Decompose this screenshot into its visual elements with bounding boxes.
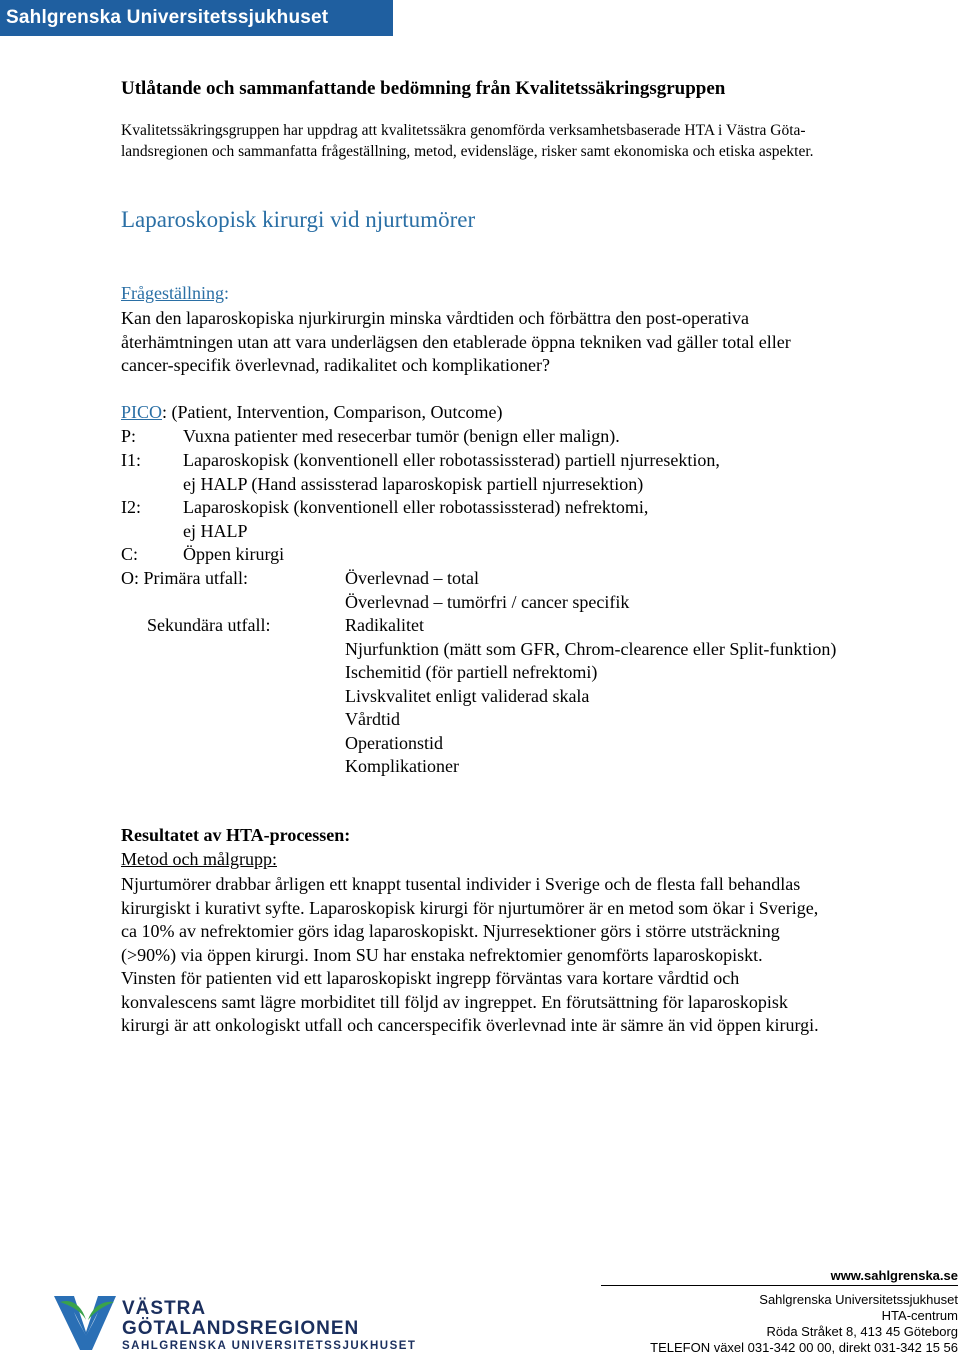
question-label-colon: : — [223, 283, 229, 303]
primary-outcomes — [345, 567, 629, 614]
pico-o-key: O: Primära utfall: — [121, 568, 248, 588]
secondary-outcome-item: Komplikationer — [345, 756, 459, 776]
primary-outcome-item: Överlevnad – tumörfri / cancer specifik — [345, 591, 630, 612]
question-label-row — [121, 283, 229, 304]
method-line: Vinsten för patienten vid ett laparoskopiskt ingrepp förväntas vara kortare vårdtid och — [121, 968, 740, 988]
question-line: återhämtningen utan att vara underlägsen den etablerade öppna tekniken vad gäller total eller — [121, 331, 791, 352]
method-line: Njurtumörer drabbar årligen ett knappt tusental individer i Sverige och de flesta fall behandlas — [121, 874, 801, 894]
pico-i1-key: I1: — [121, 450, 141, 470]
primary-outcome-item: Överlevnad – total — [345, 568, 479, 588]
pico-p-key: P: — [121, 426, 137, 446]
pico-i2-line: ej HALP — [183, 520, 248, 541]
secondary-outcome-item: Njurfunktion (mätt som GFR, Chrom-clearence eller Split-funktion) — [345, 638, 837, 659]
pico-i1-line: ej HALP (Hand assissterad laparoskopisk partiell njurresektion) — [183, 473, 644, 494]
logo-line-3: SAHLGRENSKA UNIVERSITETSSJUKHUSET — [122, 1340, 417, 1352]
footer-line: Röda Stråket 8, 413 45 Göteborg — [766, 1324, 958, 1339]
secondary-outcome-item: Ischemitid (för partiell nefrektomi) — [345, 662, 598, 682]
secondary-outcome-item: Livskvalitet enligt validerad skala — [345, 685, 590, 706]
pico-i2-line: Laparoskopisk (konventionell eller robotassissterad) nefrektomi, — [183, 497, 649, 517]
footer-contact — [650, 1292, 958, 1356]
results-heading: Resultatet av HTA-processen: — [121, 825, 351, 845]
question-line: cancer-specifik överlevnad, radikalitet och komplikationer? — [121, 355, 550, 375]
intro-line: landsregionen och sammanfatta frågeställning, metod, evidensläge, risker samt ekonomiska och etiska aspekter. — [121, 143, 814, 160]
method-line: kirurgi är att onkologiskt utfall och cancerspecifik överlevnad inte är sämre än vid öppen kirurgi. — [121, 1015, 819, 1035]
footer-line: HTA-centrum — [881, 1308, 958, 1323]
question-text — [121, 307, 911, 378]
pico-i1-line: Laparoskopisk (konventionell eller robotassissterad) partiell njurresektion, — [183, 450, 720, 470]
question-line: Kan den laparoskopiska njurkirurgin minska vårdtiden och förbättra den post-operativa — [121, 308, 749, 328]
secondary-outcome-item: Operationstid — [345, 732, 443, 753]
header-banner — [0, 0, 393, 36]
logo-line-1: VÄSTRA — [122, 1298, 207, 1319]
method-line: (>90%) via öppen kirurgi. Inom SU har enstaka nefrektomier genomförts laparoskopiskt. — [121, 944, 763, 965]
secondary-outcomes — [345, 614, 836, 779]
method-line: konvalescens samt lägre morbiditet till följd av ingreppet. En förutsättning för laparoskopisk — [121, 991, 788, 1012]
pico-heading — [121, 401, 502, 425]
method-line: ca 10% av nefrektomier görs idag laparoskopiskt. Njurresektioner görs i större utsträckning — [121, 921, 780, 941]
pico-p-value: Vuxna patienter med resecerbar tumör (benign eller malign). — [183, 426, 620, 446]
footer-line: Sahlgrenska Universitetssjukhuset — [759, 1292, 958, 1307]
intro-paragraph — [121, 120, 911, 162]
pico-i2-value — [183, 496, 648, 543]
secondary-outcome-item: Vårdtid — [345, 709, 400, 729]
question-label: Frågeställning — [121, 283, 224, 303]
banner-title: Sahlgrenska Universitetssjukhuset — [6, 7, 329, 28]
pico-i2-key: I2: — [121, 497, 141, 517]
pico-c-key: C: — [121, 544, 139, 564]
vgr-logo-icon — [52, 1292, 118, 1352]
section-title: Laparoskopisk kirurgi vid njurtumörer — [121, 207, 476, 232]
intro-line: Kvalitetssäkringsgruppen har uppdrag att kvalitetssäkra genomförda verksamhetsbaserade HTA i Västra Göta- — [121, 122, 806, 139]
pico-label: PICO — [121, 402, 163, 422]
footer-url[interactable]: www.sahlgrenska.se — [601, 1268, 958, 1286]
logo-line-2: GÖTALANDSREGIONEN — [122, 1318, 360, 1339]
main-heading: Utlåtande och sammanfattande bedömning från Kvalitetssäkringsgruppen — [121, 78, 726, 99]
secondary-outcomes-key: Sekundära utfall: — [147, 615, 271, 635]
pico-label-suffix: : (Patient, Intervention, Comparison, Outcome) — [162, 402, 503, 422]
method-label: Metod och målgrupp: — [121, 849, 277, 869]
pico-c-value: Öppen kirurgi — [183, 544, 285, 564]
method-line: kirurgiskt i kurativt syfte. Laparoskopisk kirurgi för njurtumörer är en metod som ökar i Sverige, — [121, 897, 819, 918]
method-text — [121, 873, 921, 1038]
vgr-logo — [52, 1292, 417, 1352]
secondary-outcome-item: Radikalitet — [345, 615, 424, 635]
footer-line: TELEFON växel 031-342 00 00, direkt 031-342 15 56 — [650, 1340, 958, 1355]
pico-i1-value — [183, 449, 720, 496]
